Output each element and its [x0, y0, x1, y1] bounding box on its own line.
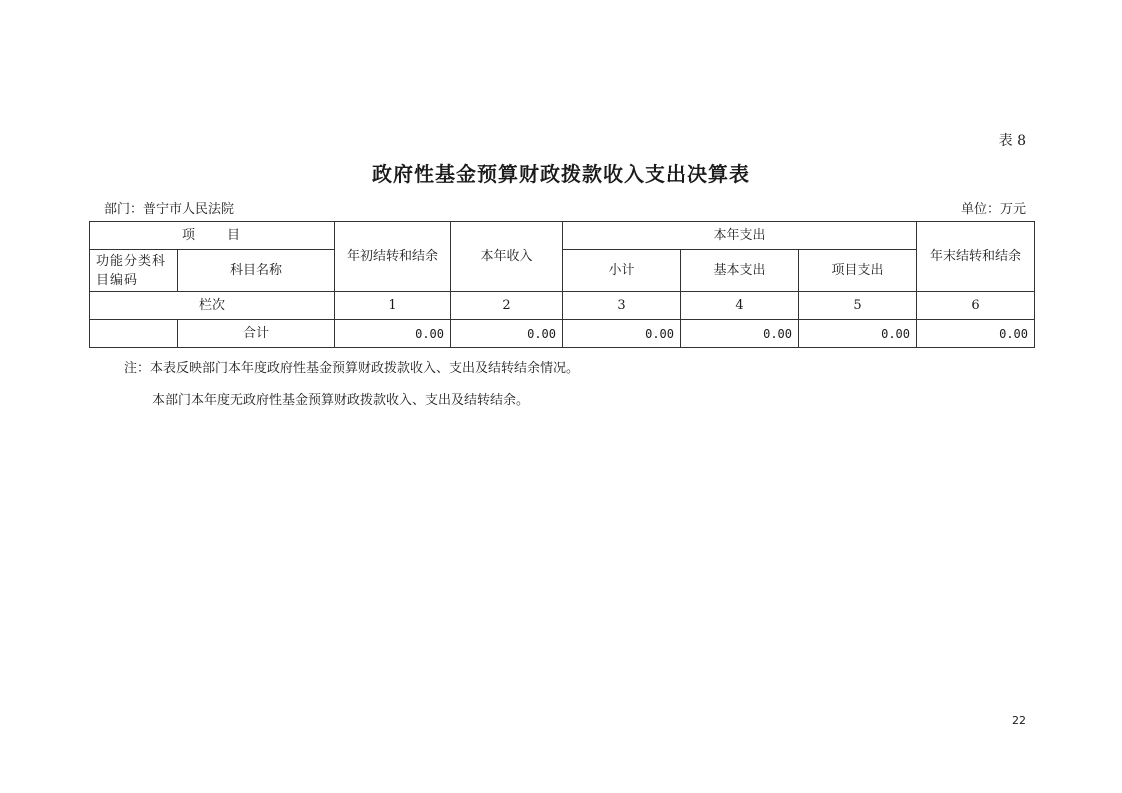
note-text: 注：本表反映部门本年度政府性基金预算财政拨款收入、支出及结转结余情况。	[124, 361, 580, 376]
total-cell: 0.00	[917, 320, 1035, 348]
header-row-1	[90, 222, 1035, 250]
total-cell: 0.00	[335, 320, 451, 348]
column-index-row	[90, 292, 1035, 320]
budget-table	[89, 221, 1035, 348]
column-index-cell: 3	[563, 292, 681, 320]
table-number: 表 8	[998, 133, 1026, 149]
page-number: 22	[1012, 714, 1026, 727]
total-cell: 0.00	[563, 320, 681, 348]
header-project-expense: 项目支出	[799, 250, 917, 292]
header-end-balance: 年末结转和结余	[917, 222, 1035, 292]
header-income: 本年收入	[451, 222, 563, 292]
header-expense-group: 本年支出	[563, 222, 917, 250]
header-item: 项 目	[90, 222, 335, 250]
header-subtotal: 小计	[563, 250, 681, 292]
header-row-2	[90, 250, 1035, 292]
header-func-code: 功能分类科目编码	[90, 250, 178, 292]
total-row	[90, 320, 1035, 348]
total-label: 合计	[178, 320, 335, 348]
total-cell: 0.00	[681, 320, 799, 348]
column-index-cell: 2	[451, 292, 563, 320]
header-subject-name: 科目名称	[178, 250, 335, 292]
total-code-cell	[90, 320, 178, 348]
page-title: 政府性基金预算财政拨款收入支出决算表	[372, 162, 750, 186]
note-text: 本部门本年度无政府性基金预算财政拨款收入、支出及结转结余。	[152, 393, 530, 408]
department-label: 部门：普宁市人民法院	[104, 202, 235, 217]
header-begin-balance: 年初结转和结余	[335, 222, 451, 292]
total-cell: 0.00	[799, 320, 917, 348]
column-index-cell: 5	[799, 292, 917, 320]
header-basic-expense: 基本支出	[681, 250, 799, 292]
column-index-cell: 6	[917, 292, 1035, 320]
total-cell: 0.00	[451, 320, 563, 348]
column-index-cell: 1	[335, 292, 451, 320]
column-index-label: 栏次	[90, 292, 335, 320]
column-index-cell: 4	[681, 292, 799, 320]
unit-label: 单位：万元	[960, 202, 1026, 217]
